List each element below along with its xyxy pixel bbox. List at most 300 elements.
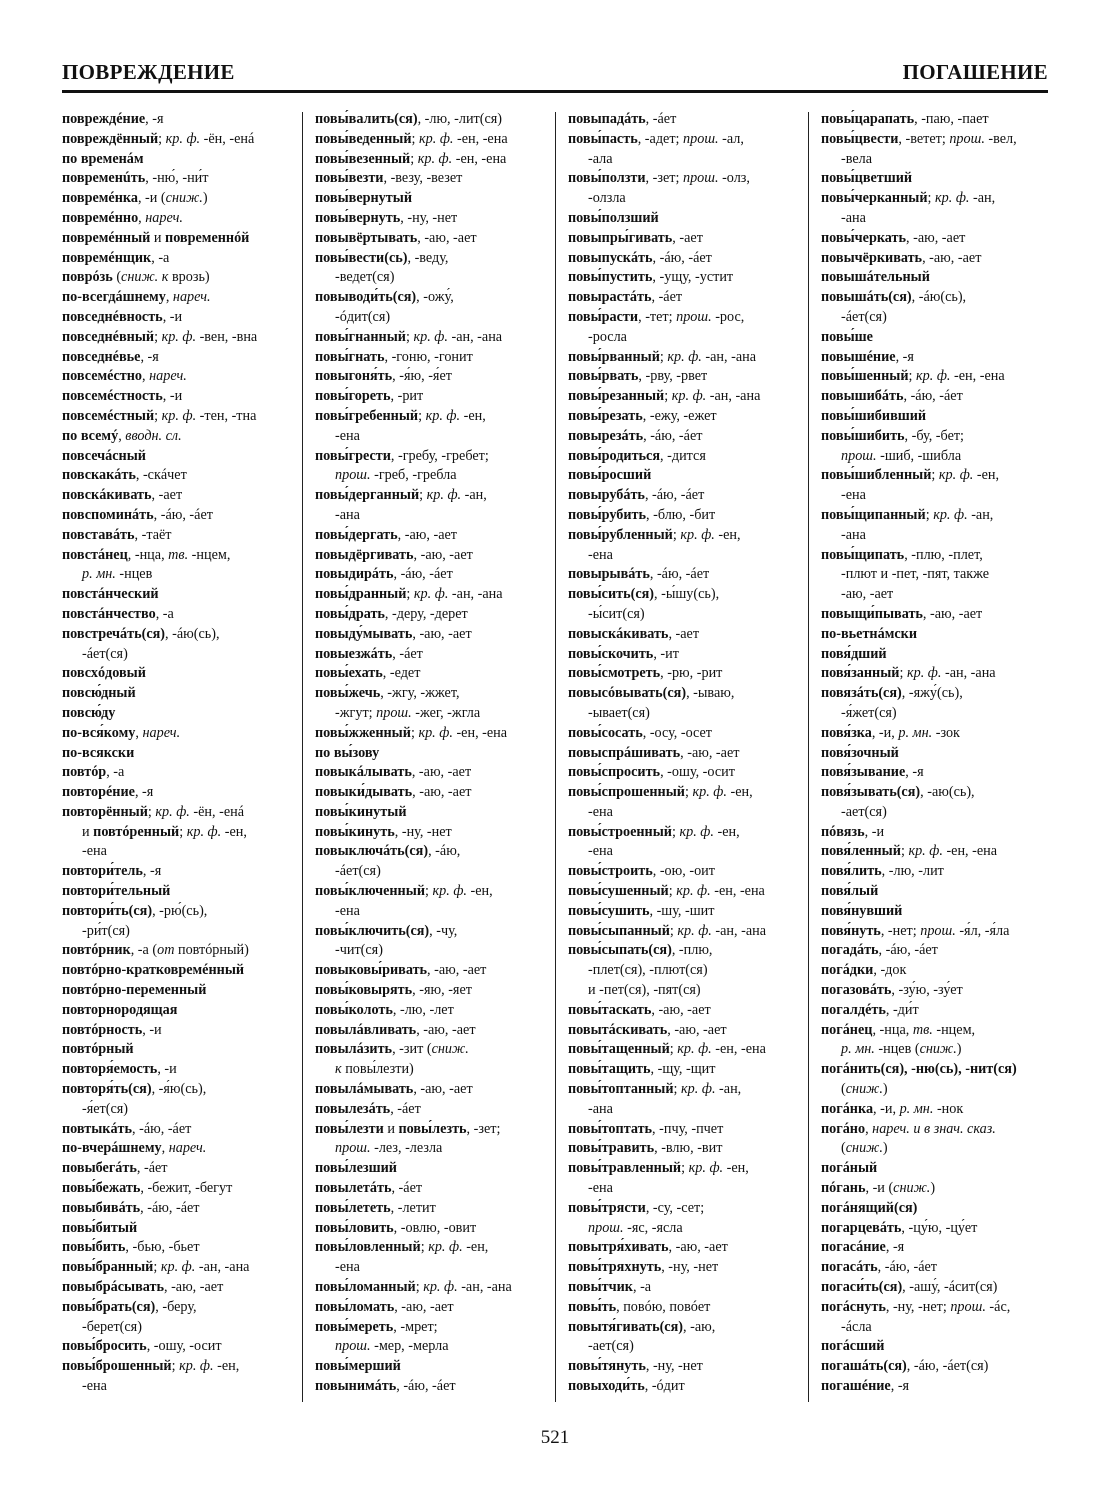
entry-text: -нок [933,1100,964,1117]
entry-label: кр. ф. [671,388,707,405]
entry-label: кр. ф. [676,883,711,900]
entry-text: ; [411,130,419,147]
entry-headword: повыскáкивать [568,625,669,642]
entry-text: , -плю, [671,942,713,959]
dictionary-entry [315,585,545,605]
column-divider [302,112,303,1402]
entry-continuation [315,941,545,961]
entry-label: кр. ф. [667,348,702,365]
entry-label: сниж. [431,1041,469,1058]
entry-text: , -едет [382,665,421,682]
dictionary-entry [62,229,292,249]
dictionary-entry [315,110,545,130]
entry-text: -я́жет(ся) [841,704,897,721]
dictionary-entry [821,724,1051,744]
entry-text: ) [956,1041,962,1058]
entry-text: -ен, [213,1358,240,1375]
entry-text: , -везу, -везет [383,170,463,187]
dictionary-entry [568,744,798,764]
entry-text: -олзла [588,190,626,207]
entry-label: кр. ф. [425,407,461,424]
entry-label: прош. [335,1140,371,1157]
dictionary-entry [62,882,292,902]
entry-label: р. мн. [82,566,116,583]
entry-text: , -аю, -ает [411,764,472,781]
entry-text: , [142,368,150,385]
entry-headword: повы́щипанный [821,506,926,523]
entry-headword: повы́тянуть [568,1358,646,1375]
entry-text: ; [420,1239,429,1256]
entry-text: -ан, -ана [711,922,767,939]
entry-headword: повы́кинуть [315,823,395,840]
entry-text: -ен, -ена [710,883,765,900]
dictionary-entry [568,1278,798,1298]
entry-label: кр. ф. [908,843,943,860]
dictionary-entry [821,1001,1051,1021]
dictionary-entry [62,110,292,130]
entry-continuation [315,1337,545,1357]
dictionary-entry [821,1179,1051,1199]
dictionary-entry [568,1159,798,1179]
entry-text: -ает(ся) [588,1338,634,1355]
dictionary-entry [821,268,1051,288]
dictionary-entry [568,1238,798,1258]
entry-text: ; [171,1358,180,1375]
entry-headword: повы́шенный [821,368,909,385]
entry-headword: повыдирáть [315,566,394,583]
dictionary-entry [568,664,798,684]
entry-headword: повы́ловить [315,1219,394,1236]
dictionary-entry [62,625,292,645]
entry-headword: повы́дерганный [315,487,420,504]
dictionary-entry [62,169,292,189]
entry-text: -ана [335,506,360,523]
dictionary-entry [62,664,292,684]
entry-headword: повы́ловленный [315,1239,421,1256]
dictionary-entry [62,803,292,823]
entry-label: сниж. [845,1140,883,1157]
dictionary-entry [315,1199,545,1219]
dictionary-entry [315,447,545,467]
entry-label: прош. [841,447,877,464]
dictionary-entry [62,249,292,269]
entry-continuation [315,1060,545,1080]
entry-headword: повторённый [62,803,148,820]
entry-headword: повы́рубить [568,506,647,523]
entry-headword: повычёркивать [821,249,923,266]
entry-text: , -óдит [644,1378,685,1394]
entry-continuation [568,1100,798,1120]
entry-headword: погаси́ть(ся) [821,1279,903,1296]
dictionary-entry [315,823,545,843]
dictionary-entry [62,1357,292,1377]
entry-headword: повя́лый [821,883,879,900]
entry-continuation [821,565,1051,585]
dictionary-entry [821,249,1051,269]
entry-text: , -аю, -ает [163,1279,224,1296]
entry-headword: повремéнно [62,209,139,226]
entry-continuation [821,486,1051,506]
entry-headword: повы́жечь [315,685,381,702]
entry-headword: повы́везенный [315,150,411,167]
entry-headword: повы́ползший [568,209,659,226]
entry-headword: повыковы́ривать [315,962,428,979]
dictionary-entry [62,427,292,447]
entry-text: , -ожу́, [416,289,454,306]
dictionary-entry [62,744,292,764]
entry-headword: повы́вести(сь) [315,249,408,266]
entry-text: -жег, -жгла [411,704,481,721]
entry-headword: повы́ползти [568,170,646,187]
entry-text: -ан, -ана [706,388,761,405]
entry-text: , -аю, -ает [397,526,457,543]
entry-headword: повы́ковырять [315,982,413,999]
entry-headword: повы́пасть [568,130,638,147]
entry-text: -ена [82,843,107,860]
entry-text: -ен, -ена [452,150,507,167]
entry-text: , -áю, -áет(ся) [906,1358,989,1375]
entry-text: ; [668,883,677,900]
dictionary-entry [568,823,798,843]
entry-headword: повсхóдовый [62,665,146,682]
entry-text: , -блю, -бит [646,506,716,523]
entry-headword: повя́занный [821,665,900,682]
dictionary-entry [568,1258,798,1278]
entry-text: -аю, -ает [841,586,894,603]
dictionary-entry [315,1318,545,1338]
entry-text: -ен, -ена [942,843,998,860]
entry-label: кр. ф. [428,1239,463,1256]
entry-headword: повтори́ть(ся) [62,902,153,919]
entry-headword: поврóзь [62,269,113,286]
entry-headword: повреждённый [62,130,159,147]
entry-headword: повы́спрошенный [568,784,685,801]
entry-text: ; [410,724,419,741]
entry-headword: повседнéвье [62,348,141,365]
dictionary-entry [315,328,545,348]
entry-text: -ан, -ана [448,586,503,603]
dictionary-entry [568,229,798,249]
entry-label: кр. ф. [933,506,968,523]
entry-headword: повыводи́ть(ся) [315,289,417,306]
entry-text: , -веду, [407,249,449,266]
dictionary-entry [821,763,1051,783]
entry-label: нареч. [168,1140,207,1157]
entry-text: , -я [134,784,154,801]
dictionary-entry [568,625,798,645]
entry-text: , -бу, -бет; [904,427,965,444]
entry-text: , -áю, -áет [643,427,703,444]
entry-text: , -áю, -áет [878,942,938,959]
dictionary-entry [315,387,545,407]
entry-headword: пóвязь [821,823,865,840]
entry-text: , [161,1140,169,1157]
entry-continuation [821,704,1051,724]
entry-text: , -гребу, -гребет; [390,447,489,464]
entry-headword: повы́сосать [568,724,643,741]
entry-headword: повторя́ть(ся) [62,1081,152,1098]
entry-text: , -паю, -пает [914,111,989,127]
entry-text: , -я [890,1378,910,1394]
dictionary-entry [821,506,1051,526]
entry-headword: по-всякски [62,744,135,761]
dictionary-entry [315,1219,545,1239]
dictionary-entry [315,526,545,546]
entry-text: -óдит(ся) [335,308,391,325]
dictionary-entry [821,1278,1051,1298]
entry-text: ; [154,407,162,424]
dictionary-entry [62,1199,292,1219]
dictionary-entry [315,130,545,150]
entry-headword: повы́кинутый [315,803,407,820]
entry-text: -ала [588,150,613,167]
entry-text: , -ает [668,625,700,642]
entry-headword: повы́дранный [315,586,407,603]
entry-headword: повы́ломанный [315,1279,416,1296]
entry-label: кр. ф. [426,487,462,504]
entry-text: и [150,229,166,246]
entry-text: -ена [335,1259,360,1276]
entry-headword: повы́шибивший [821,407,927,424]
entry-text: , -а [155,605,174,622]
entry-headword: повя́зочный [821,744,899,761]
entry-text: , -ну, -нет [661,1259,719,1276]
entry-text: , -ну, -нет; [885,1298,951,1315]
entry-continuation [315,1139,545,1159]
entry-text: -росла [588,328,627,345]
entry-text: , -ает [151,487,183,504]
dictionary-entry [315,1021,545,1041]
dictionary-entry [568,1298,798,1318]
dictionary-entry [315,288,545,308]
dictionary-entry [315,1120,545,1140]
entry-headword: повыезжáть [315,645,393,662]
entry-text: , -ну, -нет [394,823,452,840]
entry-continuation [821,150,1051,170]
dictionary-entry [568,249,798,269]
entry-label: кр. ф. [677,922,712,939]
entry-text: , -лю, -лит [881,863,944,880]
entry-headword: повы́рубленный [568,526,673,543]
entry-headword: погáнящий(ся) [821,1199,918,1216]
dictionary-entry [62,407,292,427]
dictionary-entry [568,684,798,704]
entry-text: , -аю, -ает [922,605,983,622]
entry-text: ; [179,823,187,840]
dictionary-entry [821,1337,1051,1357]
dictionary-entry [821,348,1051,368]
entry-headword: повя́лить [821,863,882,880]
entry-text: , -áю, -áет [652,249,712,266]
entry-text: -я́л, -я́ла [955,922,1010,939]
entry-label: кр. ф. [419,130,454,147]
entry-text: , [865,1120,873,1137]
entry-text: , [118,427,126,444]
entry-text: , -áю, -áет [140,1199,200,1216]
entry-label: прош. [335,467,371,484]
entry-text: -ен, [714,526,741,543]
entry-text: , -аю, -ает [922,249,982,266]
entry-text: , -лю, -лет [392,1001,454,1018]
entry-text: , -цу́ю, -цу́ет [901,1219,978,1236]
entry-headword: повылáзить [315,1041,393,1058]
entry-text: , -беру, [155,1298,197,1315]
entry-text: ) [882,1081,888,1098]
dictionary-entry [821,902,1051,922]
entry-label: прош. [588,1219,624,1236]
entry-headword: повы́таскать [568,1001,652,1018]
entry-headword: повы́шибить [821,427,905,444]
entry-text: , -овлю, -овит [393,1219,477,1236]
entry-text: ; [669,922,678,939]
dictionary-entry [821,1357,1051,1377]
entry-text: ; [153,1259,161,1276]
entry-text: ; [669,1041,678,1058]
entry-text: -ен, -ена [950,368,1005,385]
dictionary-entry [315,546,545,566]
entry-text: ; [931,467,939,484]
entry-text: , -ываю, [686,685,735,702]
entry-headword: повыкáлывать [315,764,412,781]
entry-text: ; [671,823,680,840]
dictionary-entry [821,427,1051,447]
dictionary-entry [568,407,798,427]
entry-headword: повы́лезти [315,1120,384,1137]
dictionary-entry [315,189,545,209]
entry-text: , -ну, -нет [400,209,458,226]
dictionary-entry [568,348,798,368]
entry-headword: повя́нувший [821,902,903,919]
entry-text: -ен, [973,467,1000,484]
dictionary-entry [568,387,798,407]
entry-text: , -су, -сет; [645,1199,705,1216]
entry-continuation [821,803,1051,823]
entry-text: , -дится [660,447,706,464]
entry-headword: повспоминáть [62,506,154,523]
entry-headword: повремéнщик [62,249,152,266]
entry-text: , -пчу, -пчет [652,1120,724,1137]
dictionary-entry [315,645,545,665]
entry-text: , -áю, -áет [396,1378,456,1394]
entry-headword: повтóренный [93,823,180,840]
entry-headword: повторнородящая [62,1001,178,1018]
entry-continuation [821,447,1051,467]
entry-continuation [568,803,798,823]
entry-text: , -я́ю(сь), [151,1081,207,1098]
entry-headword: повынимáть [315,1378,397,1394]
dictionary-entry [315,724,545,744]
entry-headword: повы́вернутый [315,190,412,207]
dictionary-entry [62,704,292,724]
entry-headword: по-вчерáшнему [62,1140,162,1157]
entry-text: ; [425,883,433,900]
dictionary-entry [568,1139,798,1159]
entry-headword: повы́тряхнуть [568,1259,662,1276]
dictionary-entry [821,1219,1051,1239]
entry-text: , -ню́, -ни́т [145,170,209,187]
entry-text: , -аю, -ает [668,1239,728,1256]
entry-headword: повы́тчик [568,1279,633,1296]
dictionary-entry [315,486,545,506]
entry-label: к [335,1061,342,1078]
entry-text: , -и [162,388,183,405]
entry-label: кр. ф. [186,823,222,840]
dictionary-entry [568,209,798,229]
dictionary-entry [821,1159,1051,1179]
entry-text: , -áет [136,1160,168,1177]
entry-label: кр. ф. [417,150,453,167]
dictionary-entry [315,348,545,368]
entry-headword: повтóр [62,764,107,781]
entry-text: , -аю(сь), [920,784,975,801]
entry-text: , -аю, -ает [680,744,740,761]
dictionary-entry [568,169,798,189]
dictionary-entry [568,447,798,467]
dictionary-entry [62,1298,292,1318]
entry-headword: повы́щипать [821,546,905,563]
dictionary-entry [821,922,1051,942]
entry-headword: повы́битый [62,1219,138,1236]
entry-headword: повтóрно-кратковремéнный [62,962,245,979]
entry-continuation [315,704,545,724]
entry-headword: повылезáть [315,1100,391,1117]
entry-text: ) [882,1140,888,1157]
entry-text: -ен, -ена [453,130,508,147]
entry-headword: повы́строенный [568,823,672,840]
dictionary-entry [62,724,292,744]
entry-headword: повременúть [62,170,146,187]
entry-continuation [568,961,798,981]
entry-text: , -аю, -ает [416,1021,476,1038]
dictionary-entry [568,466,798,486]
entry-text: , -деру, -дерет [384,605,468,622]
entry-text: , -áю, -áет [649,566,710,583]
dictionary-entry [315,209,545,229]
entry-continuation [62,1318,292,1338]
dictionary-entry [568,268,798,288]
entry-text: ; [672,526,681,543]
entry-text: ; [147,803,156,820]
entry-text: -плет(ся), -плют(ся) [588,962,708,979]
entry-headword: повы́веденный [315,130,412,147]
entry-label: кр. ф. [413,586,449,603]
entry-label: р. мн. [899,1100,934,1117]
entry-continuation [315,427,545,447]
entry-headword: повы́тащенный [568,1041,670,1058]
entry-text: , -рю, -рит [660,665,723,682]
entry-text: -ен, [723,1160,749,1177]
entry-text: -ён, -енá [200,130,255,147]
entry-headword: повремéнный [62,229,151,246]
entry-text: -ена [335,902,360,919]
entry-headword: повы́гнать [315,348,385,365]
entry-text: ; [900,843,909,860]
entry-label: кр. ф. [423,1279,458,1296]
entry-continuation [315,506,545,526]
dictionary-entry [62,1060,292,1080]
entry-headword: повсемéстность [62,388,163,405]
entry-text: ; [158,130,166,147]
dictionary-entry [568,724,798,744]
entry-text: , -аю, [683,1318,716,1335]
entry-text: ; [684,784,693,801]
dictionary-entry [62,862,292,882]
dictionary-entry [821,229,1051,249]
entry-label: прош. [682,170,719,187]
entry-continuation [821,585,1051,605]
dictionary-entry [315,229,545,249]
entry-text: ; [673,1081,682,1098]
